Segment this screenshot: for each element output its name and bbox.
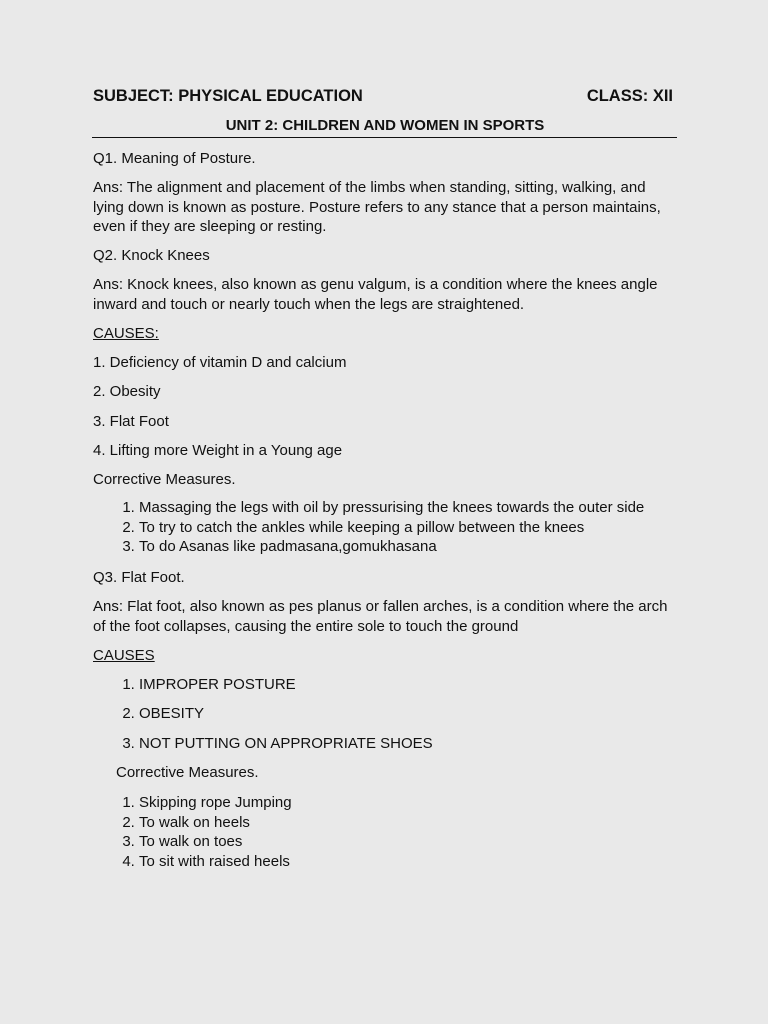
list-item: 4. Lifting more Weight in a Young age bbox=[93, 442, 343, 460]
q3-causes-list bbox=[93, 675, 677, 754]
list-item: 4. To sit with raised heels bbox=[139, 852, 677, 872]
q2-measures-heading: Corrective Measures. bbox=[93, 470, 236, 488]
list-item: 2. OBESITY bbox=[139, 704, 677, 724]
list-item: 1. IMPROPER POSTURE bbox=[139, 675, 677, 695]
subject-title: SUBJECT: PHYSICAL EDUCATION bbox=[93, 87, 363, 105]
q1-answer: Ans: The alignment and placement of the limbs when standing, sitting, walking, and lying down is known as posture. Posture refers to any stance that a person maintains, even if they are sleeping or resting. bbox=[93, 178, 661, 236]
class-label: CLASS: XII bbox=[586, 87, 673, 105]
list-item: 3. To walk on toes bbox=[139, 832, 677, 852]
q2-answer: Ans: Knock knees, also known as genu valgum, is a condition where the knees angle inward and touch or nearly touch when the legs are straightened. bbox=[93, 275, 658, 313]
document-header bbox=[93, 86, 677, 106]
q2-question: Q2. Knock Knees bbox=[93, 247, 210, 265]
header-divider bbox=[92, 137, 677, 138]
q2-measures-list bbox=[93, 498, 677, 557]
list-item: 1. Deficiency of vitamin D and calcium bbox=[93, 353, 347, 371]
list-item: 2. To try to catch the ankles while keeping a pillow between the knees bbox=[139, 518, 677, 538]
q1-question: Q1. Meaning of Posture. bbox=[93, 150, 256, 167]
document-content bbox=[93, 86, 677, 872]
q3-measures-list bbox=[93, 793, 677, 872]
q2-causes-list bbox=[93, 353, 677, 461]
q3-answer: Ans: Flat foot, also known as pes planus or fallen arches, is a condition where the arch of the foot collapses, causing the entire sole to touch the ground bbox=[93, 597, 668, 635]
unit-title: UNIT 2: CHILDREN AND WOMEN IN SPORTS bbox=[225, 117, 545, 134]
list-item: 1. Massaging the legs with oil by pressurising the knees towards the outer side bbox=[139, 498, 677, 518]
list-item: 2. Obesity bbox=[93, 383, 161, 401]
list-item: 3. NOT PUTTING ON APPROPRIATE SHOES bbox=[139, 734, 677, 754]
list-item: 2. To walk on heels bbox=[139, 813, 677, 833]
list-item: 3. Flat Foot bbox=[93, 412, 169, 430]
list-item: 3. To do Asanas like padmasana,gomukhasana bbox=[139, 537, 677, 557]
q2-causes-heading: CAUSES: bbox=[93, 324, 159, 342]
q3-causes-heading: CAUSES bbox=[93, 646, 155, 664]
q3-question: Q3. Flat Foot. bbox=[93, 569, 185, 587]
q3-measures-heading: Corrective Measures. bbox=[116, 764, 259, 782]
list-item: 1. Skipping rope Jumping bbox=[139, 793, 677, 813]
